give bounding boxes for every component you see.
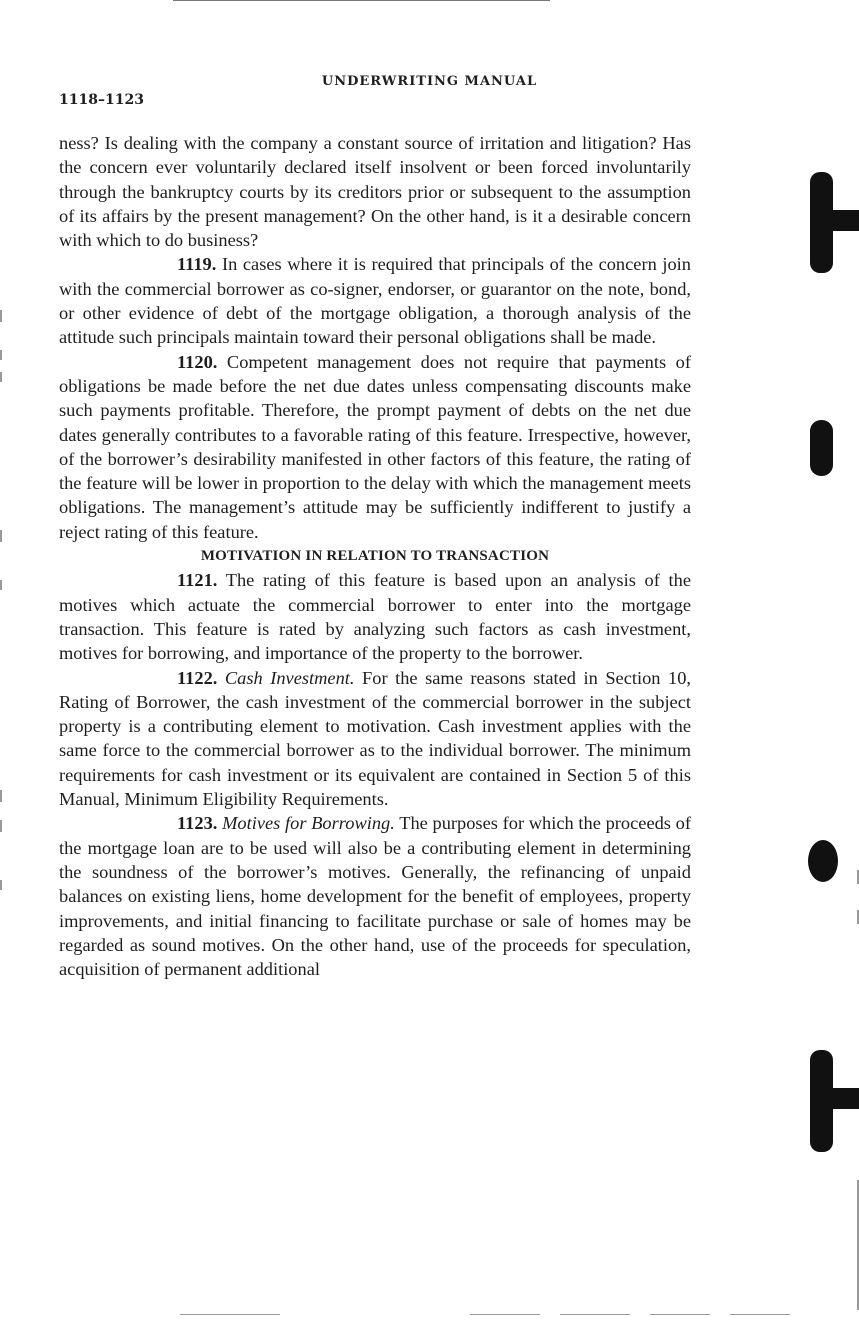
paragraph-1123-text: The purposes for which the proceeds of the mortgage loan are to be used will also be a contributing element in determining the soundness of the borrower’s motives. Generally, the refinancing of unpaid balances on existing liens, home development for the benefit of employees, property improvements, and initial financing to facilitate purchase or sale of homes may be regarded as sound motives. On the other hand, use of the proceeds for speculation, acquisition of permanent additional <box>59 813 692 980</box>
scan-dash <box>180 1314 280 1315</box>
top-rule <box>173 0 550 1</box>
scan-tick <box>0 372 2 382</box>
scan-tick <box>0 880 2 890</box>
paragraph-1121 <box>59 568 691 665</box>
section-range: 1118–1123 <box>59 92 144 108</box>
paragraph-1120-text: Competent management does not require that payments of obligations be made before the net due dates unless compensating discounts make such payments profitable. Therefore, the prompt payment of debts on the net due dates generally contributes to a favorable rating of this feature. Irrespective, however, of the borrower’s desirability manifested in other factors of this feature, the rating of the feature will be lower in proportion to the delay with which the management meets obligations. The management’s attitude may be sufficiently indifferent to justify a reject rating of this feature. <box>59 351 691 542</box>
section-number-1119: 1119. <box>177 254 217 275</box>
scan-tick <box>0 350 2 360</box>
scan-tick <box>0 820 2 832</box>
scan-tick <box>0 530 2 542</box>
paragraph-1123 <box>59 811 691 981</box>
paragraph-continued: ness? Is dealing with the company a constant source of irritation and litigation? Has the concern ever voluntarily declared itself insolvent or been forced involuntarily through the bankruptcy courts by its creditors prior or subsequent to the assumption of its affairs by the present management? On the other hand, is it a desirable concern with which to do business? <box>59 133 691 251</box>
scan-dash <box>650 1314 710 1315</box>
paragraph-1122 <box>59 666 691 812</box>
binder-mark-dot <box>808 840 838 882</box>
paragraph-1122-text: For the same reasons stated in Section 10, Rating of Borrower, the cash investment of the commercial borrower in the subject property is a contributing element to motivation. Cash investment applies with the same force to the commercial borrower as to the individual borrower. The minimum requirements for cash investment or its equivalent are contained in Section 5 of this Manual, Minimum Eligibility Requirements. <box>59 667 691 810</box>
scan-dash <box>560 1314 630 1315</box>
paragraph-1119-text: In cases where it is required that principals of the concern join with the commercial borrower as co-signer, endorser, or guarantor on the note, bond, or other evidence of debt of the mortgage obligation, a thorough analysis of the attitude such principals maintain toward their personal obligations shall be made. <box>59 254 691 348</box>
paragraph-1120 <box>59 350 691 544</box>
section-number-1120: 1120. <box>177 351 218 372</box>
paragraph-1122-lead: Cash Investment. <box>224 667 355 688</box>
scan-tick <box>0 310 2 322</box>
page-body <box>59 131 691 981</box>
paragraph-1119 <box>59 252 691 349</box>
running-title: UNDERWRITING MANUAL <box>321 74 538 89</box>
scan-dash <box>730 1314 790 1315</box>
paragraph-1121-text: The rating of this feature is based upon an analysis of the motives which actuate the commercial borrower to enter into the mortgage transaction. This feature is rated by analyzing such factors as cash investment, motives for borrowing, and importance of the property to the borrower. <box>59 570 692 664</box>
binder-mark-middle <box>810 420 833 476</box>
binder-mark-top-arm <box>825 210 859 231</box>
subheading-motivation: MOTIVATION IN RELATION TO TRANSACTION <box>200 548 550 565</box>
scan-tick <box>0 580 2 590</box>
binder-mark-bottom-arm <box>825 1088 859 1109</box>
scan-dash <box>470 1314 540 1315</box>
scan-tick <box>0 790 2 802</box>
section-number-1122: 1122. <box>177 667 218 688</box>
section-number-1123: 1123. <box>177 813 218 834</box>
section-number-1121: 1121. <box>177 570 218 591</box>
paragraph-1123-lead: Motives for Borrowing. <box>222 813 395 834</box>
